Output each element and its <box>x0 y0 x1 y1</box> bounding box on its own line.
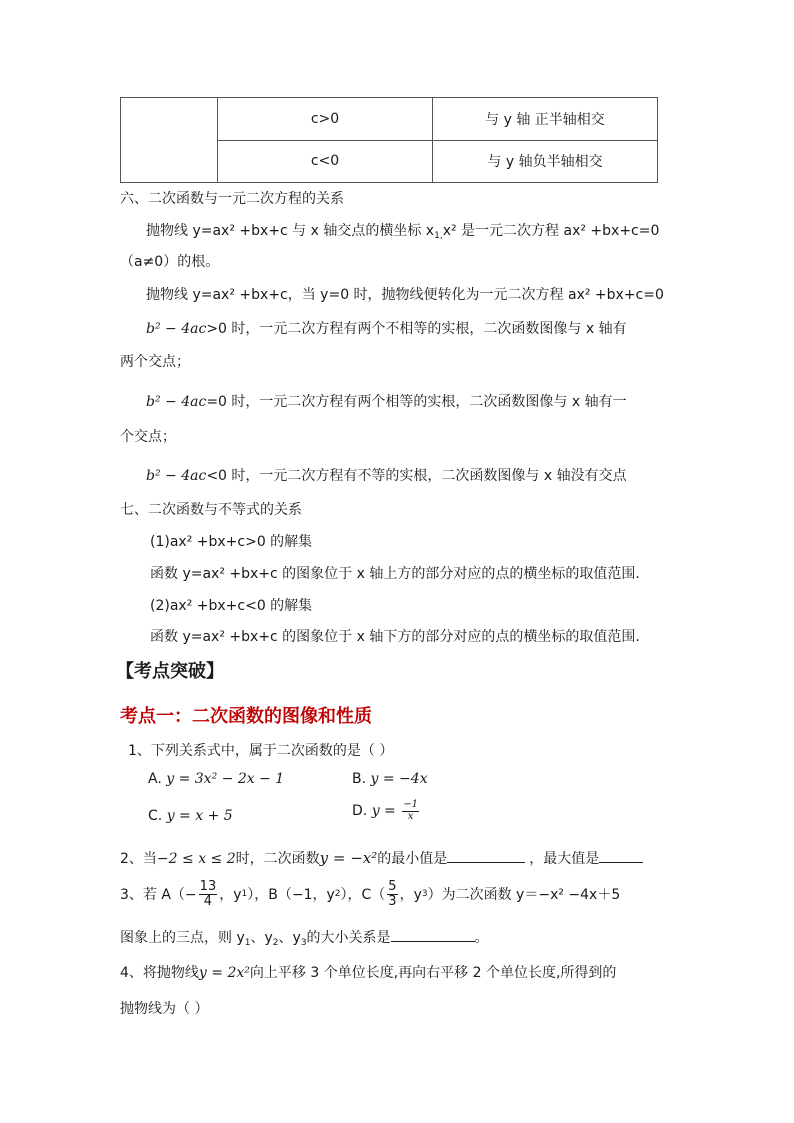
discriminant-2: b² − 4ac <box>146 394 207 410</box>
q2-d: ，最大值是 <box>529 851 600 867</box>
q3-f: ）为二次函数 y＝−x² −4x＋5 <box>427 887 621 904</box>
table-cell-cond-2: c<0 <box>218 140 433 183</box>
q4-line1 <box>120 962 616 982</box>
discriminant-3: b² − 4ac <box>146 468 207 484</box>
q1-d-fraction <box>402 800 419 822</box>
case1-line2: 两个交点； <box>120 354 190 370</box>
case3-text: <0 时，一元二次方程有不等的实根，二次函数图像与 x 轴没有交点 <box>206 468 627 484</box>
q3-frac-a-num: 13 <box>199 879 217 894</box>
q3-a: 3、若 A（− <box>120 887 197 904</box>
discriminant-1: b² − 4ac <box>146 321 207 337</box>
q1-d-label: D. <box>352 803 368 819</box>
sec7-item1-desc: 函数 y=ax² +bx+c 的图象位于 x 轴上方的部分对应的点的横坐标的取值范围. <box>150 566 640 582</box>
q1-d-den: x <box>407 810 414 822</box>
q1-a-label: A. <box>148 771 162 787</box>
sec7-item2: (2)ax² +bx+c<0 的解集 <box>150 598 313 614</box>
section6-heading: 六、二次函数与一元二次方程的关系 <box>120 191 344 207</box>
q2-a: 2、当 <box>120 851 157 867</box>
q3-s2: 2 <box>272 938 279 948</box>
sec6-para2: 抛物线 y=ax² +bx+c，当 y=0 时，抛物线便转化为一元二次方程 ax² +bx+c=0 <box>146 287 664 303</box>
q1-d-lhs: y = <box>371 803 396 819</box>
q3-e: ，y <box>399 887 422 904</box>
table-empty-cell <box>121 98 218 183</box>
p1b: x² 是一元二次方程 ax² +bx+c=0 <box>442 223 660 239</box>
q2-range: −2 ≤ x ≤ 2 <box>156 851 236 867</box>
q2-b: 时，二次函数 <box>235 851 320 867</box>
point1-heading: 考点一：二次函数的图像和性质 <box>120 706 372 727</box>
case1-text: >0 时，一元二次方程有两个不相等的实根，二次函数图像与 x 轴有 <box>206 321 627 337</box>
q4-func: y = 2x² <box>198 965 250 981</box>
q1-a-expr: y = 3x² − 2x − 1 <box>166 771 285 787</box>
sec7-item2-desc: 函数 y=ax² +bx+c 的图象位于 x 轴下方的部分对应的点的横坐标的取值范围. <box>150 629 640 645</box>
case3-line <box>146 465 627 485</box>
q2-line <box>120 848 643 868</box>
table-cell-cond-1: c>0 <box>218 98 433 141</box>
q3-c-sub: 2 <box>334 889 341 900</box>
q3-sep2: 、y <box>278 930 301 946</box>
breakthrough-heading: 【考点突破】 <box>116 661 224 682</box>
q3-end: 。 <box>474 930 489 946</box>
q3-frac-c-num: 5 <box>388 879 397 894</box>
q1-option-a <box>148 771 284 787</box>
p1a: 抛物线 y=ax² +bx+c 与 x 轴交点的横坐标 x <box>146 223 435 239</box>
q1-d-num: −1 <box>403 799 418 810</box>
q2-blank-max[interactable] <box>599 850 643 863</box>
q1-stem: 1、下列关系式中，属于二次函数的是（ ） <box>128 743 394 759</box>
q3-sep1: 、y <box>250 930 273 946</box>
q1-option-c <box>148 808 233 824</box>
q3-frac-c-den: 3 <box>388 893 397 909</box>
q3-c: ），B（−1，y <box>247 887 335 904</box>
table-cell-result-2: 与 y 轴负半轴相交 <box>433 140 658 183</box>
table-cell-result-1: 与 y 轴 正半轴相交 <box>433 98 658 141</box>
q3-frac-a-den: 4 <box>203 893 213 909</box>
case1-line1 <box>146 318 627 338</box>
q3-line1 <box>120 880 620 908</box>
q1-c-expr: y = x + 5 <box>166 808 233 824</box>
q4-b: 向上平移 3 个单位长度,再向右平移 2 个单位长度,所得到的 <box>249 965 617 981</box>
q1-option-d <box>352 800 421 822</box>
q3-line2a: 图象上的三点，则 y <box>120 930 245 946</box>
section7-heading: 七、二次函数与不等式的关系 <box>120 502 302 518</box>
sign-table <box>120 97 658 183</box>
q2-func: y = −x² <box>319 849 378 867</box>
q3-s1: 1 <box>244 938 251 948</box>
q3-b-sub: 1 <box>241 889 248 900</box>
q4-line2: 抛物线为（ ） <box>120 1001 209 1017</box>
q3-frac-c <box>387 880 397 908</box>
q3-blank[interactable] <box>391 929 475 942</box>
q3-line2b: 的大小关系是 <box>306 930 391 946</box>
q3-d: ），C（ <box>340 887 386 904</box>
q2-c: 的最小值是 <box>377 851 448 867</box>
case2-text: =0 时，一元二次方程有两个相等的实根，二次函数图像与 x 轴有一 <box>206 394 627 410</box>
q3-line2 <box>120 927 489 948</box>
q3-s3: 3 <box>300 938 307 948</box>
q1-c-label: C. <box>148 808 163 824</box>
q3-frac-a <box>199 880 218 908</box>
q1-b-expr: y = −4x <box>370 771 428 787</box>
case2-line2: 个交点； <box>120 429 176 445</box>
sec6-para1-line1 <box>146 220 659 241</box>
q3-e-sub: 3 <box>421 889 428 900</box>
q1-option-b <box>352 771 428 787</box>
sec7-item1: (1)ax² +bx+c>0 的解集 <box>150 534 313 550</box>
q3-b: ，y <box>219 887 242 904</box>
sec6-para1-line2: （a≠0）的根。 <box>120 254 220 270</box>
case2-line1 <box>146 391 627 411</box>
q1-b-label: B. <box>352 771 367 787</box>
p1-sub: 1, <box>434 231 443 241</box>
q2-blank-min[interactable] <box>447 850 525 863</box>
q4-a: 4、将抛物线 <box>120 965 199 981</box>
